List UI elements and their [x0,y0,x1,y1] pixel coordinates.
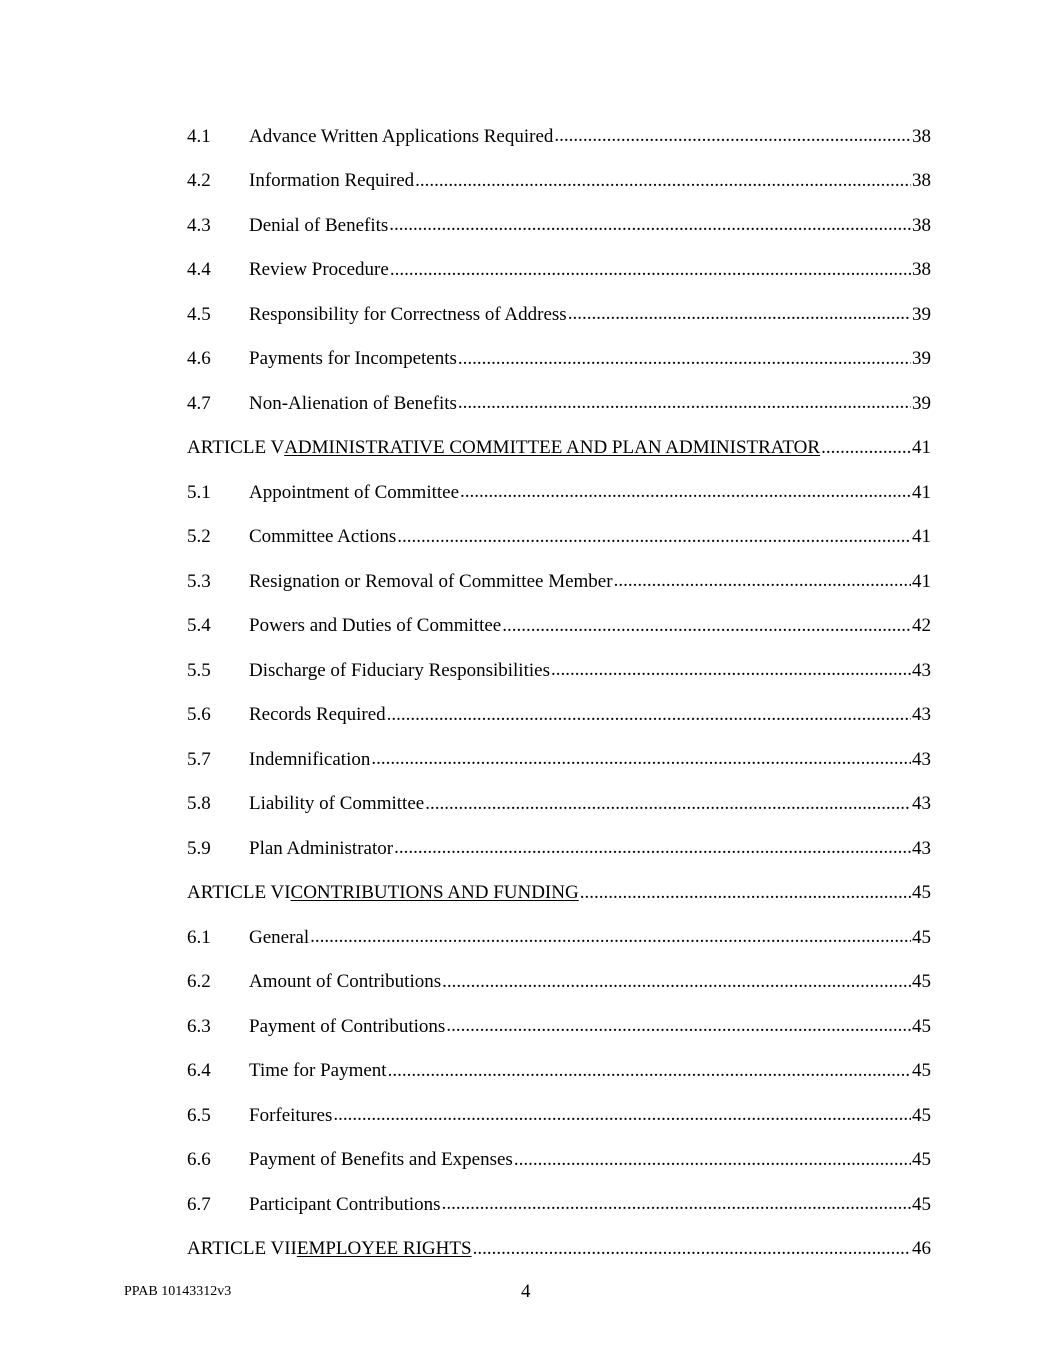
toc-entry[interactable] [187,737,931,782]
toc-page-number: 38 [912,259,931,281]
toc-article-title: ADMINISTRATIVE COMMITTEE AND PLAN ADMINISTRATOR [284,437,821,459]
toc-article-entry[interactable] [187,426,931,471]
toc-entry[interactable] [187,515,931,560]
toc-page-number: 45 [912,882,931,904]
toc-page-number: 38 [912,214,931,236]
toc-page-number: 39 [912,303,931,325]
toc-entry[interactable] [187,248,931,293]
toc-section-number: 6.5 [187,1104,211,1126]
dot-leader [473,1239,911,1259]
dot-leader [502,616,911,636]
dot-leader [458,393,911,413]
dot-leader [390,260,911,280]
toc-entry[interactable] [187,559,931,604]
toc-section-number: 4.1 [187,125,211,147]
toc-section-number: 5.1 [187,481,211,503]
toc-section-number: 5.5 [187,659,211,681]
toc-article-entry[interactable] [187,1227,931,1272]
toc-page-number: 43 [912,748,931,770]
toc-entry[interactable] [187,159,931,204]
toc-page-number: 39 [912,392,931,414]
toc-section-title: Appointment of Committee [249,481,460,503]
toc-entry[interactable] [187,1049,931,1094]
toc-section-number: 4.2 [187,170,211,192]
dot-leader [333,1105,911,1125]
toc-section-number: 5.7 [187,748,211,770]
toc-entry[interactable] [187,915,931,960]
dot-leader [554,126,911,146]
toc-section-title: Payment of Contributions [249,1015,446,1037]
toc-section-number: 5.8 [187,793,211,815]
toc-page-number: 43 [912,837,931,859]
toc-page-number: 46 [912,1238,931,1260]
toc-section-title: Amount of Contributions [249,971,442,993]
toc-section-number: 6.4 [187,1060,211,1082]
toc-section-title: Liability of Committee [249,793,425,815]
dot-leader [394,838,911,858]
dot-leader [387,705,911,725]
toc-page-number: 41 [912,526,931,548]
dot-leader [458,349,911,369]
dot-leader [371,749,911,769]
toc-page-number: 42 [912,615,931,637]
toc-section-number: 4.3 [187,214,211,236]
toc-section-number: 6.7 [187,1193,211,1215]
toc-section-number: 4.4 [187,259,211,281]
toc-section-title: Participant Contributions [249,1193,441,1215]
toc-entry[interactable] [187,337,931,382]
dot-leader [514,1150,911,1170]
toc-section-title: Responsibility for Correctness of Address [249,303,567,325]
toc-entry[interactable] [187,203,931,248]
dot-leader [415,171,911,191]
toc-section-title: Discharge of Fiduciary Responsibilities [249,659,550,681]
toc-entry[interactable] [187,1138,931,1183]
toc-section-title: Powers and Duties of Committee [249,615,502,637]
dot-leader [310,927,911,947]
dot-leader [614,571,911,591]
toc-entry[interactable] [187,1093,931,1138]
toc-entry[interactable] [187,292,931,337]
toc-entry[interactable] [187,693,931,738]
toc-article-label: ARTICLE VII [187,1238,297,1260]
dot-leader [580,883,911,903]
toc-page-number: 45 [912,1060,931,1082]
toc-section-title: Denial of Benefits [249,214,389,236]
toc-article-title: CONTRIBUTIONS AND FUNDING [290,882,579,904]
toc-section-number: 4.5 [187,303,211,325]
toc-article-label: ARTICLE V [187,437,285,459]
toc-page-number: 41 [912,570,931,592]
dot-leader [389,215,911,235]
toc-entry[interactable] [187,826,931,871]
toc-page-number: 43 [912,704,931,726]
toc-section-title: Records Required [249,704,386,726]
toc-section-title: Resignation or Removal of Committee Member [249,570,613,592]
toc-section-title: Advance Written Applications Required [249,125,554,147]
document-id: PPAB 10143312v3 [124,1284,232,1299]
toc-section-title: Payment of Benefits and Expenses [249,1149,513,1171]
dot-leader [551,660,911,680]
dot-leader [388,1061,911,1081]
toc-section-title: Forfeitures [249,1104,333,1126]
toc-section-title: Time for Payment [249,1060,387,1082]
toc-entry[interactable] [187,604,931,649]
toc-page-number: 45 [912,926,931,948]
toc-section-title: Review Procedure [249,259,389,281]
dot-leader [568,304,911,324]
toc-section-number: 6.1 [187,926,211,948]
page-number: 4 [521,1281,531,1302]
toc-page-number: 45 [912,971,931,993]
toc-section-title: Information Required [249,170,415,192]
toc-section-title: Non-Alienation of Benefits [249,392,457,414]
toc-page-number: 43 [912,659,931,681]
toc-page-number: 41 [912,481,931,503]
dot-leader [821,438,911,458]
toc-entry[interactable] [187,782,931,827]
toc-article-entry[interactable] [187,871,931,916]
toc-article-title: EMPLOYEE RIGHTS [296,1238,472,1260]
toc-section-title: Committee Actions [249,526,397,548]
toc-section-number: 5.4 [187,615,211,637]
dot-leader [397,527,911,547]
dot-leader [446,1016,911,1036]
dot-leader [460,482,911,502]
toc-section-number: 5.3 [187,570,211,592]
toc-section-number: 6.3 [187,1015,211,1037]
toc-entry[interactable] [187,1182,931,1227]
toc-section-number: 4.7 [187,392,211,414]
toc-entry[interactable] [187,648,931,693]
toc-entry[interactable] [187,960,931,1005]
toc-section-number: 5.2 [187,526,211,548]
toc-entry[interactable] [187,1004,931,1049]
dot-leader [425,794,911,814]
toc-entry[interactable] [187,470,931,515]
dot-leader [442,1194,911,1214]
toc-section-number: 6.6 [187,1149,211,1171]
dot-leader [442,972,911,992]
toc-section-title: General [249,926,310,948]
table-of-contents [187,114,931,1271]
toc-page-number: 43 [912,793,931,815]
toc-page-number: 45 [912,1193,931,1215]
toc-page-number: 45 [912,1104,931,1126]
toc-article-label: ARTICLE VI [187,882,291,904]
toc-section-title: Indemnification [249,748,371,770]
toc-page-number: 41 [912,437,931,459]
toc-section-number: 5.9 [187,837,211,859]
toc-entry[interactable] [187,381,931,426]
toc-section-title: Plan Administrator [249,837,394,859]
toc-page-number: 38 [912,125,931,147]
toc-section-number: 6.2 [187,971,211,993]
toc-section-number: 5.6 [187,704,211,726]
toc-section-title: Payments for Incompetents [249,348,457,370]
toc-page-number: 45 [912,1149,931,1171]
toc-page-number: 38 [912,170,931,192]
toc-page-number: 45 [912,1015,931,1037]
toc-page-number: 39 [912,348,931,370]
toc-entry[interactable] [187,114,931,159]
toc-section-number: 4.6 [187,348,211,370]
